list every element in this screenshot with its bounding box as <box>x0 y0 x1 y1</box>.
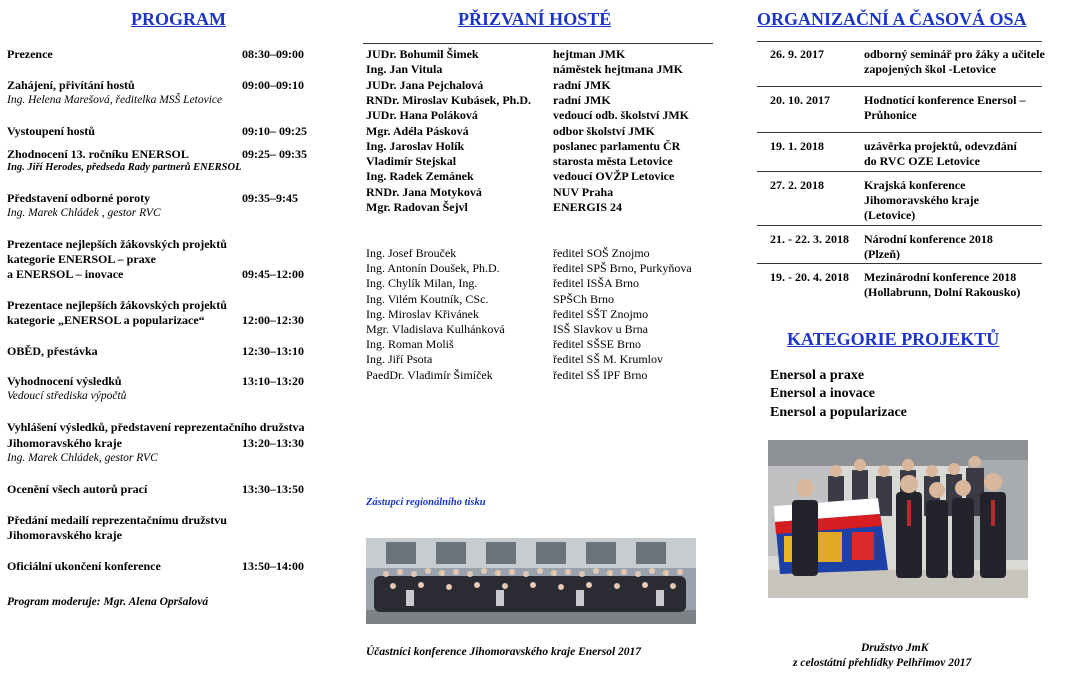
timeline-event-line: (Hollabrunn, Dolní Rakousko) <box>864 285 1021 299</box>
guest-name: JUDr. Bohumil Šimek <box>366 47 479 61</box>
guest-name: Mgr. Vladislava Kulhánková <box>366 322 505 336</box>
program-item-time: 09:00–09:10 <box>242 78 304 92</box>
timeline-event-line: do RVC OZE Letovice <box>864 154 980 168</box>
guests-top-rule <box>363 43 713 44</box>
guest-name: PaedDr. Vladimír Šimíček <box>366 367 493 382</box>
guest-role: hejtman JMK <box>553 47 626 61</box>
program-item-title-line: Jihomoravského kraje <box>7 436 122 450</box>
program-item-time: 13:10–13:20 <box>242 374 304 388</box>
guest-name: JUDr. Hana Poláková <box>366 108 478 123</box>
program-item-time: 09:45–12:00 <box>242 267 304 281</box>
guest-name: JUDr. Jana Pejchalová <box>366 77 484 92</box>
guest-role: ředitel ISŠA Brno <box>553 276 639 291</box>
program-item-title: OBĚD, přestávka <box>7 344 98 358</box>
guest-name: Ing. Vilém Koutník, CSc. <box>366 291 489 306</box>
timeline-date: 20. 10. 2017 <box>770 93 830 107</box>
guest-role: ISŠ Slavkov u Brna <box>553 322 649 336</box>
guest-role: starosta města Letovice <box>553 154 673 169</box>
guest-name: Ing. Jaroslav Holík <box>366 138 465 153</box>
timeline-event-line: (Plzeň) <box>864 247 900 261</box>
categories-heading: KATEGORIE PROJEKTŮ <box>787 329 1000 349</box>
timeline-date: 26. 9. 2017 <box>770 47 824 61</box>
group-photo <box>366 538 696 624</box>
timeline-date: 19. - 20. 4. 2018 <box>770 270 849 284</box>
guest-name: Ing. Chylík Milan, Ing. <box>366 276 478 291</box>
timeline-event-line: odborný seminář pro žáky a učitele <box>864 47 1045 61</box>
guest-role: radní JMK <box>553 77 611 92</box>
guest-role: ředitel SŠ M. Krumlov <box>553 352 663 367</box>
guest-role: ředitel SOŠ Znojmo <box>553 246 650 260</box>
guest-role: vedoucí odb. školství JMK <box>553 108 690 123</box>
guest-name: Ing. Roman Moliš <box>366 337 454 352</box>
program-item-time: 12:00–12:30 <box>242 313 304 327</box>
timeline-separator <box>757 225 1042 226</box>
program-item-speaker: Ing. Marek Chládek, gestor RVC <box>7 452 158 464</box>
timeline-separator <box>757 86 1042 87</box>
guest-role: odbor školství JMK <box>553 123 655 138</box>
timeline-event-line: zapojených škol -Letovice <box>864 62 996 76</box>
timeline-event-line: Krajská konference <box>864 178 966 192</box>
program-item-time: 08:30–09:00 <box>242 47 304 61</box>
guest-name: RNDr. Miroslav Kubásek, Ph.D. <box>366 92 532 107</box>
category-item: Enersol a praxe <box>770 368 865 383</box>
timeline-event-line: Jihomoravského kraje <box>864 193 979 207</box>
guest-role: poslanec parlamentu ČR <box>553 138 681 153</box>
guests-heading: PŘIZVANÍ HOSTÉ <box>458 9 612 29</box>
program-item-title: Oficiální ukončení konference <box>7 559 161 573</box>
program-item-title: Vyhodnocení výsledků <box>7 374 122 388</box>
program-item-time: 09:25– 09:35 <box>242 147 307 161</box>
program-item-title-line: Prezentace nejlepších žákovských projektů <box>7 237 227 251</box>
program-item-time: 09:10– 09:25 <box>242 124 307 138</box>
timeline-date: 27. 2. 2018 <box>770 178 824 192</box>
timeline-separator <box>757 171 1042 172</box>
guest-role: ředitel SPŠ Brno, Purkyňova <box>553 261 692 276</box>
program-item-title: Vystoupení hostů <box>7 124 95 138</box>
program-item-title-line: Jihomoravského kraje <box>7 528 122 542</box>
guest-name: Mgr. Radovan Šejvl <box>366 200 468 214</box>
program-item-time: 13:30–13:50 <box>242 482 304 496</box>
guest-name: Vladimír Stejskal <box>366 154 457 169</box>
program-item-title-line: Předání medailí reprezentačnímu družstvu <box>7 513 227 527</box>
guest-name: Mgr. Adéla Pásková <box>366 123 469 138</box>
guest-name: Ing. Antonín Doušek, Ph.D. <box>366 261 500 276</box>
guest-role: ENERGIS 24 <box>553 200 623 214</box>
program-item-title: Prezence <box>7 47 53 61</box>
timeline-event-line: Národní konference 2018 <box>864 232 993 246</box>
program-moderator: Program moderuje: Mgr. Alena Opršalová <box>7 596 209 608</box>
program-item-title: Ocenění všech autorů prací <box>7 482 148 496</box>
guest-role: vedoucí OVŽP Letovice <box>553 169 675 184</box>
category-item: Enersol a inovace <box>770 386 875 401</box>
program-item-title: Zhodnocení 13. ročníku ENERSOL <box>7 147 189 161</box>
program-item-title-line: kategorie ENERSOL – praxe <box>7 252 156 266</box>
group-photo-caption: Účastníci konference Jihomoravského kraje Enersol 2017 <box>366 646 642 658</box>
timeline-separator <box>757 263 1042 264</box>
timeline-event-line: Hodnotící konference Enersol – <box>864 93 1026 107</box>
timeline-event-line: uzávěrka projektů, odevzdání <box>864 139 1017 153</box>
program-item-title-line: kategorie „ENERSOL a popularizace“ <box>7 313 205 327</box>
guest-name: Ing. Jiří Psota <box>366 352 433 367</box>
team-photo <box>768 440 1028 598</box>
category-item: Enersol a popularizace <box>770 405 907 420</box>
program-item-time: 13:20–13:30 <box>242 436 304 450</box>
timeline-date: 21. - 22. 3. 2018 <box>770 232 849 246</box>
press-note: Zástupci regionálního tisku <box>366 497 486 508</box>
guest-role: NUV Praha <box>553 184 614 199</box>
program-item-title-line: Vyhlášení výsledků, představení reprezentačního družstva <box>7 420 305 434</box>
timeline-event-line: Mezinárodní konference 2018 <box>864 270 1017 284</box>
guest-role: ředitel SŠT Znojmo <box>553 306 649 321</box>
program-item-title-line: Prezentace nejlepších žákovských projektů <box>7 298 227 312</box>
timeline-event-line: Průhonice <box>864 108 917 122</box>
guest-role: radní JMK <box>553 92 611 107</box>
guest-name: Ing. Jan Vitula <box>366 62 443 77</box>
guest-name: Ing. Radek Zemánek <box>366 169 474 184</box>
program-item-time: 09:35–9:45 <box>242 191 298 205</box>
program-item-title: Zahájení, přivítání hostů <box>7 78 135 92</box>
program-item-speaker: Ing. Helena Marešová, ředitelka MSŠ Letovice <box>7 94 223 106</box>
guest-name: Ing. Josef Brouček <box>366 246 457 260</box>
timeline-heading: ORGANIZAČNÍ A ČASOVÁ OSA <box>757 9 1027 29</box>
program-item-time: 12:30–13:10 <box>242 344 304 358</box>
program-item-title: Představení odborné poroty <box>7 191 151 205</box>
timeline-date: 19. 1. 2018 <box>770 139 824 153</box>
guest-role: ředitel SŠ IPF Brno <box>553 367 648 382</box>
team-photo-caption-line: z celostátní přehlídky Pelhřimov 2017 <box>793 657 972 669</box>
program-item-title-line: a ENERSOL – inovace <box>7 267 124 281</box>
program-item-time: 13:50–14:00 <box>242 559 304 573</box>
program-item-speaker: Vedoucí střediska výpočtů <box>7 390 127 402</box>
timeline-top-rule <box>757 41 1042 42</box>
program-item-speaker: Ing. Marek Chládek , gestor RVC <box>7 207 161 219</box>
guest-name: RNDr. Jana Motyková <box>366 184 482 199</box>
guest-role: náměstek hejtmana JMK <box>553 62 683 77</box>
guest-role: SPŠCh Brno <box>553 291 615 306</box>
program-item-speaker: Ing. Jiří Herodes, předseda Rady partnerů ENERSOL <box>7 162 242 173</box>
program-heading: PROGRAM <box>131 9 226 29</box>
guest-name: Ing. Miroslav Křivánek <box>366 306 479 321</box>
guest-role: ředitel SŠSE Brno <box>553 337 642 352</box>
team-photo-caption-line: Družstvo JmK <box>861 642 929 654</box>
timeline-event-line: (Letovice) <box>864 208 916 222</box>
timeline-separator <box>757 132 1042 133</box>
